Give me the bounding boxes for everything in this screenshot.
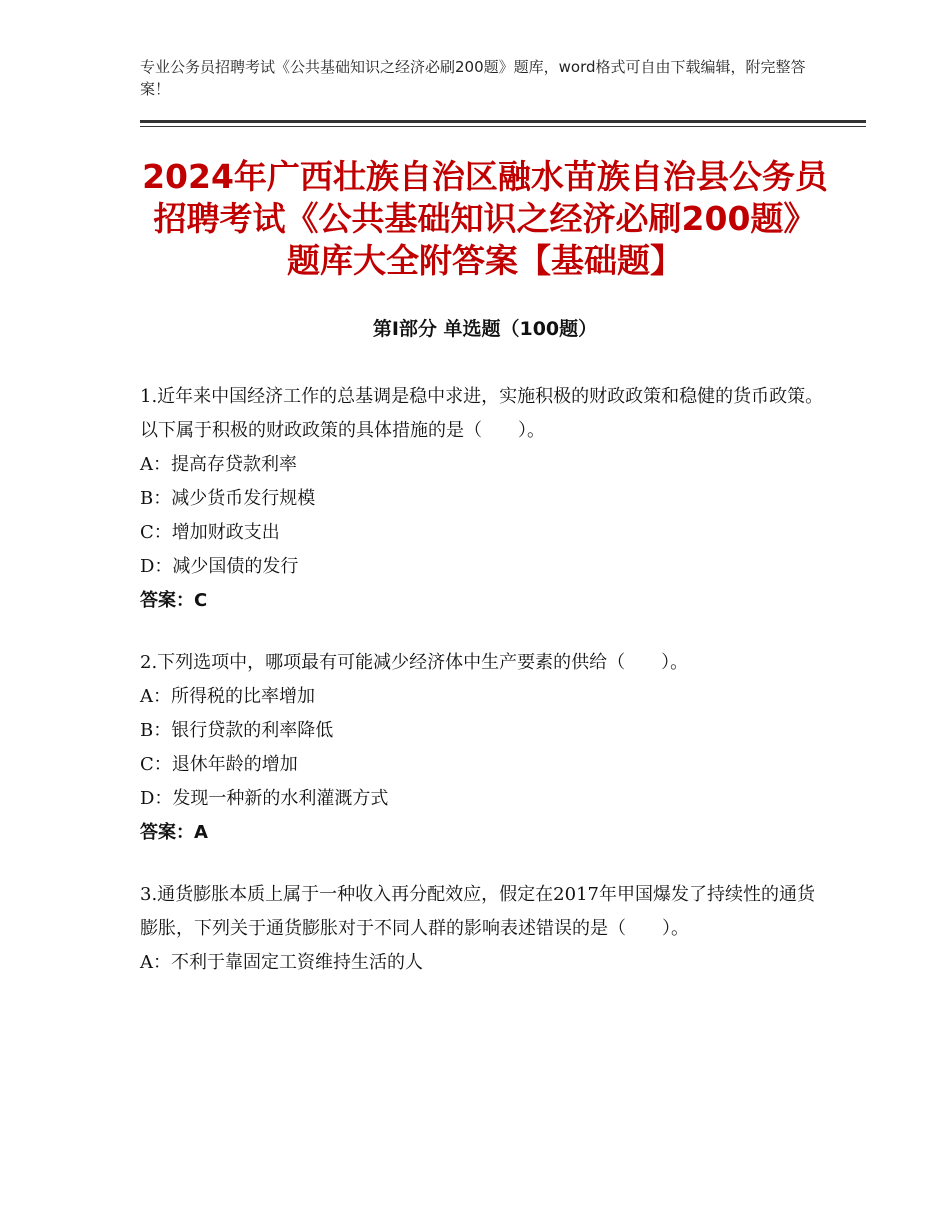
option-a: A：不利于靠固定工资维持生活的人 [140,952,423,973]
question-stem: 2.下列选项中，哪项最有可能减少经济体中生产要素的供给（ ）。 [140,652,689,673]
option-a: A：所得税的比率增加 [140,686,315,707]
answer-line: 答案：C [140,590,208,611]
question-stem: 1.近年来中国经济工作的总基调是稳中求进，实施积极的财政政策和稳健的货币政策。以下属于积极的财政政策的具体措施的是（ ）。 [140,386,824,441]
header-note: 专业公务员招聘考试《公共基础知识之经济必刷200题》题库，word格式可自由下载编辑，附完整答案！ [140,58,806,98]
option-c: C：增加财政支出 [140,522,280,543]
question-list [140,380,830,1008]
option-b: B：银行贷款的利率降低 [140,720,334,741]
option-a: A：提高存贷款利率 [140,454,297,475]
question-stem: 3.通货膨胀本质上属于一种收入再分配效应，假定在2017年甲国爆发了持续性的通货膨胀，下列关于通货膨胀对于不同人群的影响表述错误的是（ ）。 [140,884,815,939]
answer-line: 答案：A [140,822,208,843]
question-1 [140,380,830,618]
option-b: B：减少货币发行规模 [140,488,316,509]
header-divider-thick [140,120,866,123]
option-d: D：减少国债的发行 [140,556,299,577]
option-d: D：发现一种新的水利灌溉方式 [140,788,389,809]
document-title: 2024年广西壮族自治区融水苗族自治县公务员招聘考试《公共基础知识之经济必刷200题》题库大全附答案【基础题】 [142,157,828,280]
header-divider-thin [140,126,866,127]
question-2 [140,646,830,850]
section-title: 第Ⅰ部分 单选题（100题） [372,318,598,340]
option-c: C：退休年龄的增加 [140,754,298,775]
question-3 [140,878,830,980]
